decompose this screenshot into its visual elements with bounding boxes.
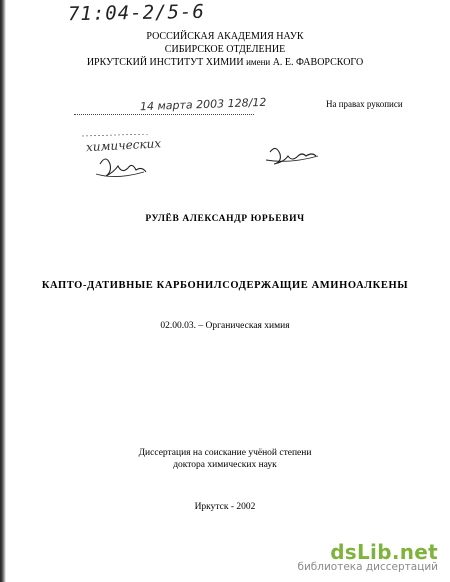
stamp-number: 128/12	[227, 95, 267, 111]
institute-name-end: А. Е. ФАВОРСКОГО	[272, 57, 364, 68]
dissertation-title: КАПТО-ДАТИВНЫЕ КАРБОНИЛСОДЕРЖАЩИЕ АМИНОАЛКЕНЫ	[41, 280, 409, 291]
city-year: Иркутск - 2002	[194, 502, 256, 512]
degree-line-2: доктора химических наук	[173, 460, 277, 470]
manuscript-rights-note: На правах рукописи	[326, 99, 403, 109]
degree-statement	[0, 447, 450, 471]
signature-underline-left	[96, 172, 144, 177]
author-name: РУЛЁВ АЛЕКСАНДР ЮРЬЕВИЧ	[145, 214, 305, 224]
degree-line-1: Диссертация на соискание учёной степени	[138, 448, 312, 458]
watermark-subtitle: библиотека диссертаций	[297, 561, 438, 573]
registration-stamp	[74, 92, 274, 122]
handwriting-rule	[82, 134, 150, 136]
institute-name-main: ИРКУТСКИЙ ИНСТИТУТ ХИМИИ	[86, 57, 244, 68]
archive-number: 71:04-2/5-6	[67, 0, 206, 26]
signature-scribble-right	[270, 148, 316, 164]
handwritten-signature	[70, 134, 350, 194]
handwritten-word: химических	[85, 136, 162, 155]
stamp-text	[140, 96, 267, 113]
institute-name	[0, 56, 450, 69]
academy-name: РОССИЙСКАЯ АКАДЕМИЯ НАУК	[146, 31, 304, 42]
institute-name-named: имени	[246, 57, 271, 67]
scan-edge-shadow	[0, 0, 6, 582]
watermark-brand[interactable]: dsLib.net	[330, 540, 438, 564]
institution-header	[0, 30, 450, 69]
stamp-dotted-line	[74, 114, 254, 115]
branch-name: СИБИРСКОЕ ОТДЕЛЕНИЕ	[164, 44, 286, 55]
dslib-watermark[interactable]	[297, 540, 438, 573]
stamp-date: 14 марта 2003	[139, 97, 225, 114]
specialty-code: 02.00.03. – Органическая химия	[160, 321, 290, 331]
